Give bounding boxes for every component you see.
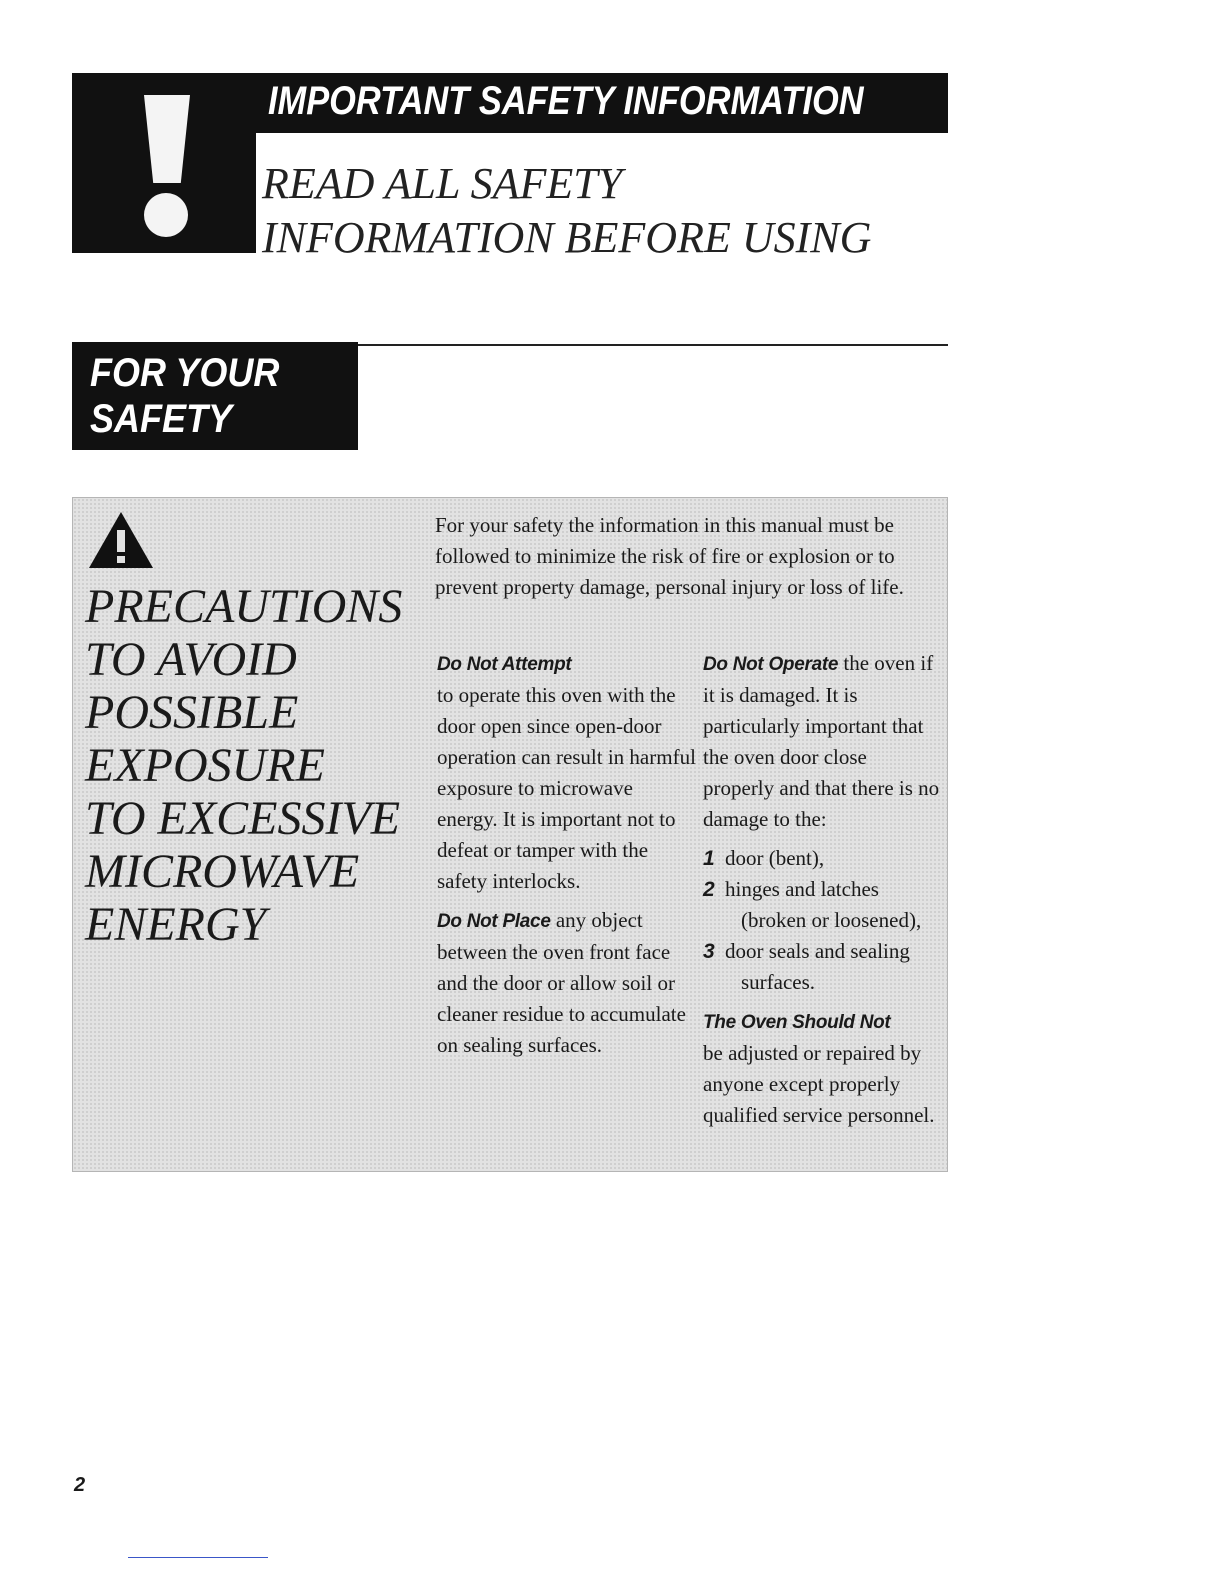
section-label: FOR YOUR SAFETY [90, 351, 280, 441]
subtitle [262, 157, 871, 265]
should-not-paragraph: The Oven Should Not be adjusted or repaired by anyone except properly qualified service personnel. [703, 1012, 935, 1127]
do-not-operate-paragraph: Do Not Operate the oven if it is damaged. It is particularly important that the oven door close properly and that there is no damage to the: [703, 651, 940, 831]
subtitle-line-1: READ ALL SAFETY [262, 159, 623, 208]
damage-list [703, 843, 941, 998]
page-number: 2 [74, 1474, 86, 1496]
list-item: 3 door seals and sealing surfaces. [703, 939, 910, 994]
list-item: 1 door (bent), [703, 846, 825, 870]
page-title: IMPORTANT SAFETY INFORMATION [268, 79, 864, 123]
right-column [703, 648, 941, 1131]
precautions-heading: PRECAUTIONS TO AVOID POSSIBLE EXPOSURE TO EXCESSIVE MICROWAVE ENERGY [85, 580, 403, 951]
do-not-attempt-lead: Do Not Attempt [437, 654, 572, 675]
do-not-operate-lead: Do Not Operate [703, 654, 839, 675]
title-bar [256, 73, 948, 133]
section-label-box [72, 342, 358, 450]
left-column [437, 648, 697, 1061]
intro-paragraph: For your safety the information in this manual must be followed to minimize the risk of fire or explosion or to prevent property damage, personal injury or loss of life. [435, 513, 904, 599]
exclamation-icon [72, 73, 256, 253]
do-not-place-lead: Do Not Place [437, 911, 551, 932]
subtitle-line-2: INFORMATION BEFORE USING [262, 213, 872, 262]
safety-header [72, 73, 948, 262]
footer-rule [128, 1557, 268, 1558]
list-item: 2 hinges and latches (broken or loosened), [703, 877, 922, 932]
should-not-lead: The Oven Should Not [703, 1012, 891, 1033]
do-not-place-paragraph: Do Not Place any object between the oven front face and the door or allow soil or cleaner residue to accumulate on sealing surfaces. [437, 908, 686, 1057]
warning-triangle-icon [87, 510, 155, 570]
do-not-attempt-paragraph: Do Not Attempt to operate this oven with the door open since open-door operation can result in harmful exposure to microwave energy. It is important not to defeat or tamper with the safety interlocks. [437, 654, 696, 893]
precautions-panel [72, 497, 948, 1172]
